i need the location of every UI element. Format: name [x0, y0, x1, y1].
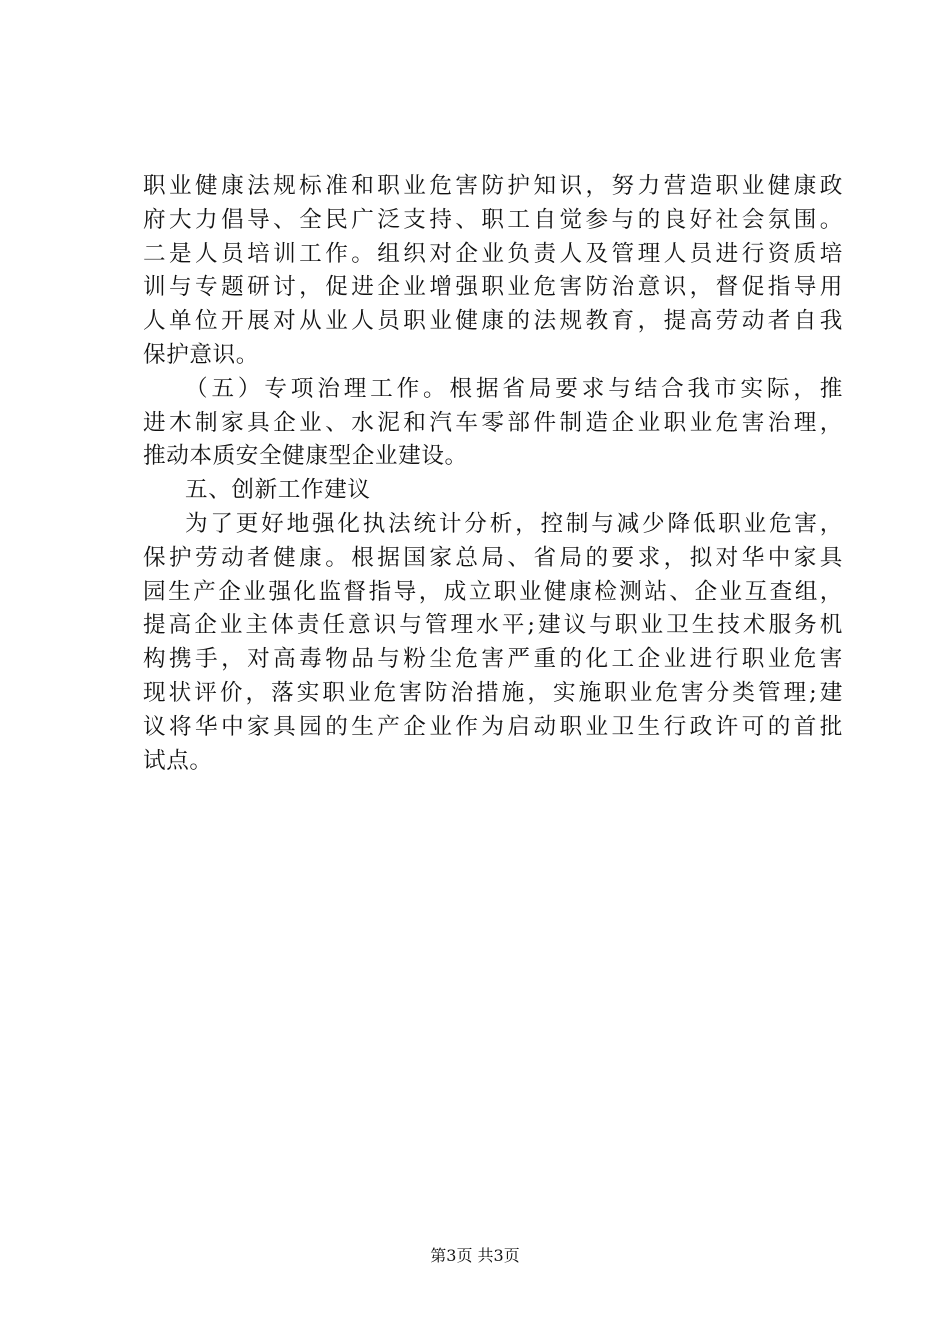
text-line: 保护意识。	[143, 341, 259, 368]
text-line: 为了更好地强化执法统计分析，控制与减少降低职业危害，	[185, 510, 843, 537]
text-line: 二是人员培训工作。组织对企业负责人及管理人员进行资质培	[143, 240, 843, 267]
text-line: 人单位开展对从业人员职业健康的法规教育，提高劳动者自我	[143, 308, 843, 335]
text-line: 构携手，对高毒物品与粉尘危害严重的化工企业进行职业危害	[143, 646, 843, 673]
text-line: 职业健康法规标准和职业危害防护知识，努力营造职业健康政	[143, 173, 843, 199]
text-line: 保护劳动者健康。根据国家总局、省局的要求，拟对华中家具	[143, 544, 843, 571]
text-line: 议将华中家具园的生产企业作为启动职业卫生行政许可的首批	[143, 713, 843, 740]
text-line: 推动本质安全健康型企业建设。	[143, 443, 468, 470]
text-line: 进木制家具企业、水泥和汽车零部件制造企业职业危害治理，	[143, 409, 843, 436]
text-line: 现状评价，落实职业危害防治措施，实施职业危害分类管理;建	[143, 679, 843, 706]
section-heading: 五、创新工作建议	[185, 477, 371, 504]
text-line: 提高企业主体责任意识与管理水平;建议与职业卫生技术服务机	[143, 612, 843, 639]
text-line: 训与专题研讨，促进企业增强职业危害防治意识，督促指导用	[143, 274, 843, 301]
text-line: 府大力倡导、全民广泛支持、职工自觉参与的良好社会氛围。	[143, 206, 843, 233]
text-line: （五）专项治理工作。根据省局要求与结合我市实际，推	[185, 375, 843, 402]
document-body	[143, 170, 843, 778]
text-line: 园生产企业强化监督指导，成立职业健康检测站、企业互查组，	[143, 578, 843, 605]
page-number: 第3页 共3页	[430, 1246, 520, 1265]
text-line: 试点。	[143, 747, 213, 774]
